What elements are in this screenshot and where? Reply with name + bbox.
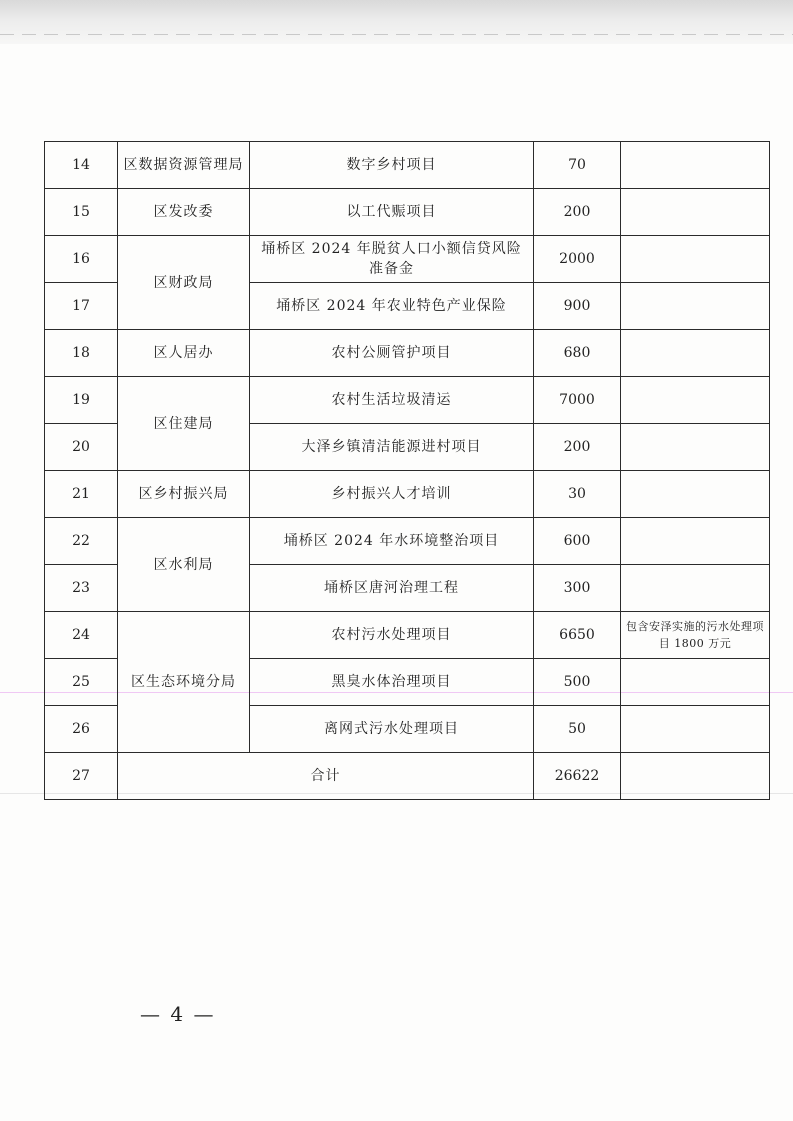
department-cell: 区发改委 bbox=[118, 189, 250, 236]
amount-cell: 7000 bbox=[534, 377, 621, 424]
total-label: 合计 bbox=[118, 753, 534, 800]
row-number: 23 bbox=[45, 565, 118, 612]
table-row bbox=[45, 330, 770, 377]
note-cell bbox=[621, 424, 770, 471]
project-cell: 离网式污水处理项目 bbox=[250, 706, 534, 753]
amount-cell: 500 bbox=[534, 659, 621, 706]
project-cell: 埇桥区唐河治理工程 bbox=[250, 565, 534, 612]
project-cell: 埇桥区 2024 年水环境整治项目 bbox=[250, 518, 534, 565]
amount-cell: 200 bbox=[534, 424, 621, 471]
note-cell bbox=[621, 753, 770, 800]
budget-table bbox=[44, 141, 770, 800]
amount-cell: 6650 bbox=[534, 612, 621, 659]
row-number: 18 bbox=[45, 330, 118, 377]
row-number: 26 bbox=[45, 706, 118, 753]
row-number: 17 bbox=[45, 283, 118, 330]
project-cell: 以工代赈项目 bbox=[250, 189, 534, 236]
note-cell bbox=[621, 330, 770, 377]
project-cell: 埇桥区 2024 年农业特色产业保险 bbox=[250, 283, 534, 330]
department-cell: 区财政局 bbox=[118, 236, 250, 330]
amount-cell: 50 bbox=[534, 706, 621, 753]
table-row bbox=[45, 471, 770, 518]
note-cell bbox=[621, 283, 770, 330]
note-cell bbox=[621, 471, 770, 518]
table-row bbox=[45, 612, 770, 659]
note-cell bbox=[621, 706, 770, 753]
note-cell bbox=[621, 565, 770, 612]
row-number: 15 bbox=[45, 189, 118, 236]
amount-cell: 680 bbox=[534, 330, 621, 377]
table-row bbox=[45, 142, 770, 189]
department-cell: 区住建局 bbox=[118, 377, 250, 471]
project-cell: 数字乡村项目 bbox=[250, 142, 534, 189]
row-number: 27 bbox=[45, 753, 118, 800]
project-cell: 大泽乡镇清洁能源进村项目 bbox=[250, 424, 534, 471]
row-number: 22 bbox=[45, 518, 118, 565]
department-cell: 区水利局 bbox=[118, 518, 250, 612]
amount-cell: 900 bbox=[534, 283, 621, 330]
amount-cell: 300 bbox=[534, 565, 621, 612]
amount-cell: 30 bbox=[534, 471, 621, 518]
table-row bbox=[45, 518, 770, 565]
row-number: 20 bbox=[45, 424, 118, 471]
row-number: 21 bbox=[45, 471, 118, 518]
amount-cell: 2000 bbox=[534, 236, 621, 283]
row-number: 14 bbox=[45, 142, 118, 189]
department-cell: 区数据资源管理局 bbox=[118, 142, 250, 189]
department-cell: 区生态环境分局 bbox=[118, 612, 250, 753]
project-cell: 农村生活垃圾清运 bbox=[250, 377, 534, 424]
amount-cell: 70 bbox=[534, 142, 621, 189]
amount-cell: 200 bbox=[534, 189, 621, 236]
project-cell: 农村污水处理项目 bbox=[250, 612, 534, 659]
total-row bbox=[45, 753, 770, 800]
row-number: 24 bbox=[45, 612, 118, 659]
note-cell bbox=[621, 518, 770, 565]
note-cell bbox=[621, 142, 770, 189]
amount-cell: 600 bbox=[534, 518, 621, 565]
project-cell: 农村公厕管护项目 bbox=[250, 330, 534, 377]
project-cell: 黑臭水体治理项目 bbox=[250, 659, 534, 706]
table-row bbox=[45, 377, 770, 424]
scan-shadow bbox=[0, 0, 793, 44]
note-cell: 包含安泽实施的污水处理项目 1800 万元 bbox=[621, 612, 770, 659]
note-cell bbox=[621, 377, 770, 424]
row-number: 25 bbox=[45, 659, 118, 706]
total-amount: 26622 bbox=[534, 753, 621, 800]
note-cell bbox=[621, 189, 770, 236]
row-number: 19 bbox=[45, 377, 118, 424]
page-number: — 4 — bbox=[140, 1002, 216, 1026]
row-number: 16 bbox=[45, 236, 118, 283]
note-cell bbox=[621, 659, 770, 706]
department-cell: 区人居办 bbox=[118, 330, 250, 377]
department-cell: 区乡村振兴局 bbox=[118, 471, 250, 518]
table-row bbox=[45, 189, 770, 236]
project-cell: 乡村振兴人才培训 bbox=[250, 471, 534, 518]
note-cell bbox=[621, 236, 770, 283]
project-cell: 埇桥区 2024 年脱贫人口小额信贷风险准备金 bbox=[250, 236, 534, 283]
table-row bbox=[45, 236, 770, 283]
